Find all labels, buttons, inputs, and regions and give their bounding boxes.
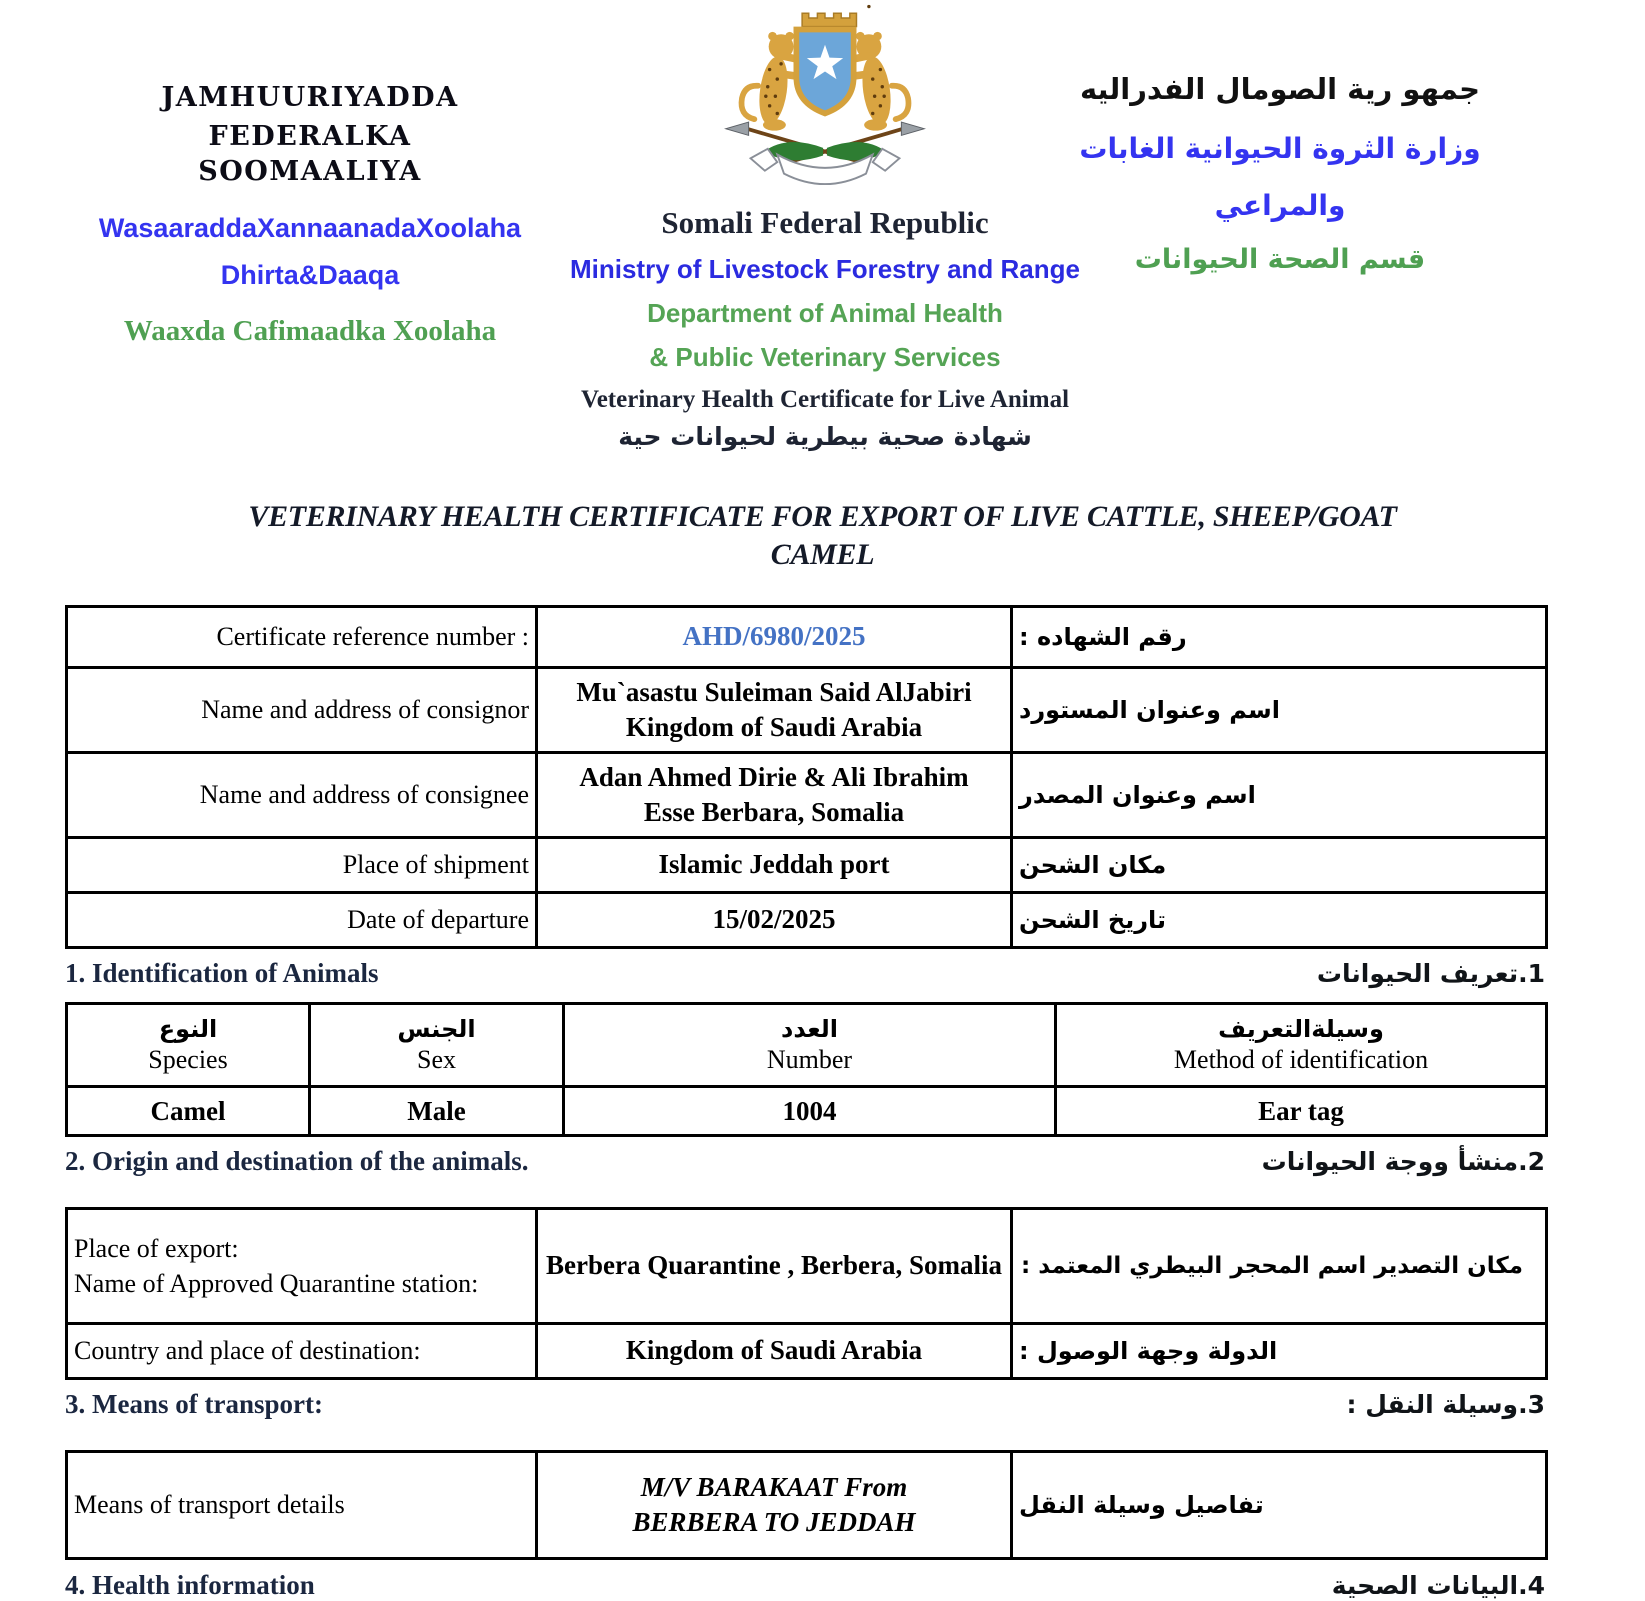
section-2-heading-en: 2. Origin and destination of the animals. xyxy=(65,1146,529,1176)
destination-label-ar: الدولة وجهة الوصول : xyxy=(1012,1324,1547,1379)
departure-date-label: Date of departure xyxy=(67,893,537,948)
ministry-name-somali-line1: WasaaraddaXannaanadaXoolaha xyxy=(98,213,522,244)
country-name: Somali Federal Republic xyxy=(661,205,989,240)
consignee-value: Adan Ahmed Dirie & Ali Ibrahim Esse Berbara, Somalia xyxy=(537,753,1012,838)
table-row-reference xyxy=(67,607,1547,668)
table-row-consignee xyxy=(67,753,1547,838)
transport-details-label-ar: تفاصيل وسيلة النقل xyxy=(1012,1452,1547,1559)
reference-value: AHD/6980/2025 xyxy=(537,607,1012,668)
departure-date-label-ar: تاريخ الشحن xyxy=(1012,893,1547,948)
section-4-heading-en: 4. Health information xyxy=(65,1570,315,1600)
shipment-place-label-ar: مكان الشحن xyxy=(1012,838,1547,893)
table-row-destination xyxy=(67,1324,1547,1379)
consignor-value: Mu`asastu Suleiman Said AlJabiri Kingdom of Saudi Arabia xyxy=(537,668,1012,753)
sex-header: الجنس Sex xyxy=(310,1004,564,1087)
consignor-label: Name and address of consignor xyxy=(67,668,537,753)
identification-method-header: وسيلةالتعريف Method of identification xyxy=(1056,1004,1547,1087)
sex-value: Male xyxy=(310,1087,564,1136)
republic-name-somali-line2: SOOMAALIYA xyxy=(198,156,422,188)
species-header: النوع Species xyxy=(67,1004,310,1087)
veterinary-services-name: & Public Veterinary Services xyxy=(649,342,1001,372)
origin-destination-table xyxy=(65,1207,1548,1380)
table-row-consignor xyxy=(67,668,1547,753)
transport-details-label: Means of transport details xyxy=(67,1452,537,1559)
certificate-info-table xyxy=(65,605,1548,949)
section-1-heading xyxy=(65,958,1545,989)
table-row-transport-details xyxy=(67,1452,1547,1559)
ministry-name-ar-line1: وزارة الثروة الحيوانية الغابات xyxy=(1079,132,1481,165)
ministry-name-ar-line2: والمراعي xyxy=(1214,189,1346,222)
certificate-name-ar: شهادة صحية بيطرية لحيوانات حية xyxy=(618,422,1032,451)
transport-details-value: M/V BARAKAAT From BERBERA TO JEDDAH xyxy=(537,1452,1012,1559)
export-place-value: Berbera Quarantine , Berbera, Somalia xyxy=(537,1209,1012,1324)
number-header: العدد Number xyxy=(564,1004,1056,1087)
identification-method-value: Ear tag xyxy=(1056,1087,1547,1136)
table-row-departure-date xyxy=(67,893,1547,948)
republic-name-somali-line1: JAMHUURIYADDA FEDERALKA xyxy=(161,82,459,153)
number-value: 1004 xyxy=(564,1087,1056,1136)
animal-table-data-row xyxy=(67,1087,1547,1136)
republic-name-ar: جمهو رية الصومال الفدراليه xyxy=(1079,72,1481,106)
document-title-line2: CAMEL xyxy=(770,537,875,571)
table-row-shipment-place xyxy=(67,838,1547,893)
header-right xyxy=(1040,72,1520,275)
ministry-name-somali-line2: Dhirta&Daaqa xyxy=(220,260,400,291)
shipment-place-value: Islamic Jeddah port xyxy=(537,838,1012,893)
certificate-body xyxy=(65,600,1545,1601)
certificate-name-en: Veterinary Health Certificate for Live Animal xyxy=(580,386,1070,413)
departure-date-value: 15/02/2025 xyxy=(537,893,1012,948)
department-name: Department of Animal Health xyxy=(647,298,1003,328)
section-3-heading-ar: 3.وسيلة النقل : xyxy=(1346,1390,1545,1419)
section-1-heading-ar: 1.تعريف الحيوانات xyxy=(1316,959,1545,988)
transport-table xyxy=(65,1450,1548,1560)
document-title xyxy=(0,498,1645,573)
animal-identification-table xyxy=(65,1002,1548,1137)
shipment-place-label: Place of shipment xyxy=(67,838,537,893)
section-4-heading xyxy=(65,1570,1545,1601)
reference-label: Certificate reference number : xyxy=(67,607,537,668)
destination-value: Kingdom of Saudi Arabia xyxy=(537,1324,1012,1379)
export-place-label-ar: مكان التصدير اسم المحجر البيطري المعتمد : xyxy=(1012,1209,1547,1324)
section-4-heading-ar: 4.البيانات الصحية xyxy=(1331,1571,1545,1600)
reference-label-ar: رقم الشهاده : xyxy=(1012,607,1547,668)
destination-label: Country and place of destination: xyxy=(67,1324,537,1379)
animal-table-header-row xyxy=(67,1004,1547,1087)
section-3-heading xyxy=(65,1389,1545,1420)
ministry-name: Ministry of Livestock Forestry and Range xyxy=(569,254,1080,284)
header-left xyxy=(55,78,565,348)
export-place-label: Place of export: Name of Approved Quarantine station: xyxy=(67,1209,537,1324)
animal-health-dept-ar: قسم الصحة الحيوانات xyxy=(1134,244,1426,275)
section-2-heading-ar: 2.منشأ ووجة الحيوانات xyxy=(1261,1147,1545,1176)
animal-health-dept-somali: Waaxda Cafimaadka Xoolaha xyxy=(123,315,497,348)
somalia-coat-of-arms-icon xyxy=(720,6,930,203)
section-3-heading-en: 3. Means of transport: xyxy=(65,1389,323,1419)
section-2-heading xyxy=(65,1146,1545,1177)
consignee-label-ar: اسم وعنوان المصدر xyxy=(1012,753,1547,838)
table-row-export-place xyxy=(67,1209,1547,1324)
consignee-label: Name and address of consignee xyxy=(67,753,537,838)
document-title-line1: VETERINARY HEALTH CERTIFICATE FOR EXPORT OF LIVE CATTLE, SHEEP/GOAT xyxy=(248,500,1397,533)
species-value: Camel xyxy=(67,1087,310,1136)
section-1-heading-en: 1. Identification of Animals xyxy=(65,958,379,988)
header-center xyxy=(555,6,1095,451)
consignor-label-ar: اسم وعنوان المستورد xyxy=(1012,668,1547,753)
